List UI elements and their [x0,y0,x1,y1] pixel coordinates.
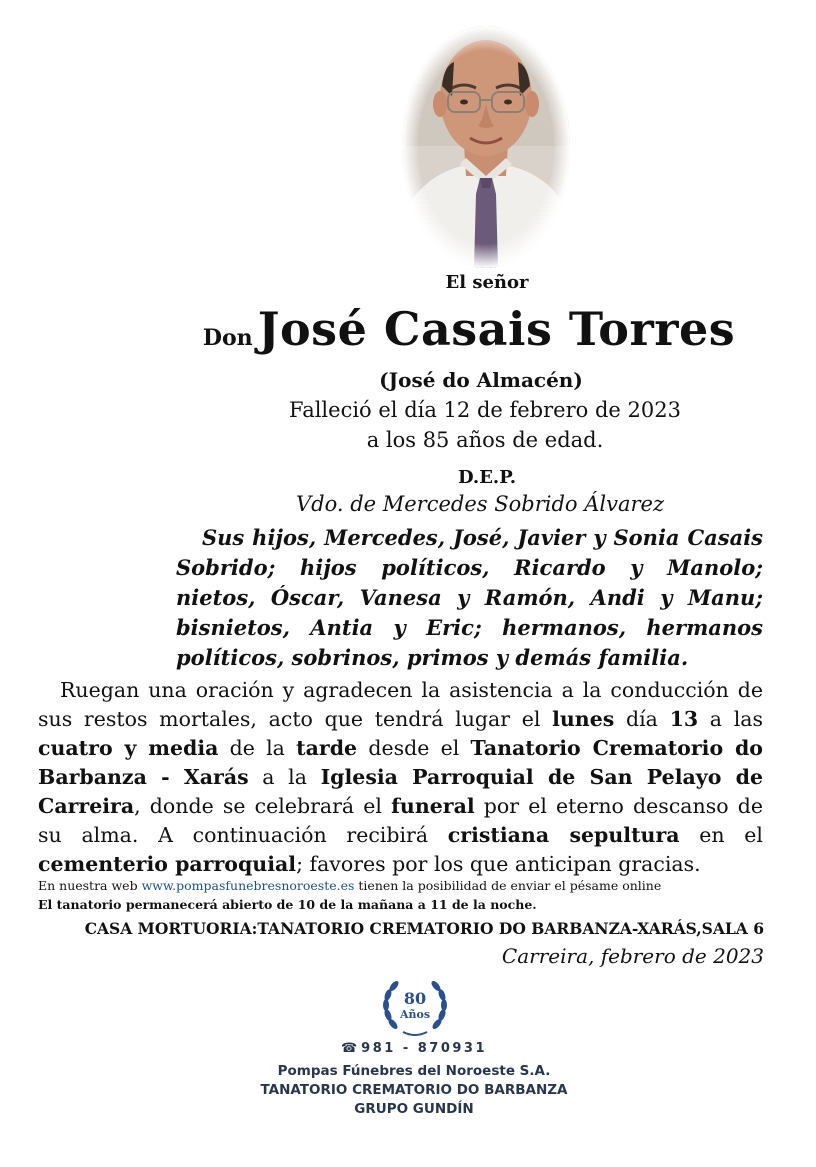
laurel-wreath-icon [373,974,457,1040]
portrait-photo [402,26,570,268]
anniversary-badge [373,974,457,1040]
announcement-date: 13 [669,707,699,731]
announcement-text: de la [218,736,297,760]
badge-word: Años [399,1008,431,1021]
web-note-text: En nuestra web [38,878,142,893]
company-name: Pompas Fúnebres del Noroeste S.A. [277,1063,551,1079]
announcement-burial: cristiana sepultura [447,823,680,847]
announcement-text: , donde se celebrará el [134,794,392,818]
group-name: GRUPO GUNDÍN [354,1101,474,1117]
announcement-cemetery: cementerio parroquial [38,852,297,876]
announcement-text: a las [698,707,764,731]
death-date: Falleció el día 12 de febrero de 2023 [289,398,681,422]
website-link[interactable]: www.pompasfunebresnoroeste.es [141,878,355,893]
place-and-date: Carreira, febrero de 2023 [501,944,764,968]
name-prefix: Don [202,325,253,351]
age-at-death: a los 85 años de edad. [366,428,604,452]
mortuary-location: CASA MORTUORIA:TANATORIO CREMATORIO DO BARBANZA-XARÁS,SALA 6 [84,919,764,938]
rest-in-peace: D.E.P. [457,467,517,488]
web-note-text: tienen la posibilidad de enviar el pésame online [354,878,662,893]
announcement-text: día [614,707,670,731]
crematorium-name: TANATORIO CREMATORIO DO BARBANZA [260,1082,568,1098]
salutation: El señor [445,272,529,293]
funeral-home-footer [0,1041,816,1120]
phone-number[interactable]: 981 - 870931 [361,1041,488,1056]
announcement-day: lunes [552,707,615,731]
announcement-text: en el [679,823,763,847]
announcement-period: tarde [296,736,358,760]
announcement-origin: Tanatorio Crematorio do Barbanza - Xarás [38,736,763,789]
deceased-name [0,302,816,356]
announcement-text: Ruegan una oración y agradecen la asistencia a la conducción de sus restos mortales, acto que tendrá lugar el [38,678,763,731]
opening-hours-note: El tanatorio permanecerá abierto de 10 de la mañana a 11 de la noche. [38,897,537,912]
announcement-text: desde el [357,736,471,760]
family-text: Sus hijos, Mercedes, José, Javier y Sonia Casais Sobrido; hijos políticos, Ricardo y Manolo; nietos, Óscar, Vanesa y Ramón, Andi y Manu; bisnietos, Antia y Eric; hermanos, hermanos políticos, sobrinos, primos y demás familia. [176,525,763,670]
name-full: José Casais Torres [257,302,736,356]
announcement-time: cuatro y media [38,736,219,760]
badge-number: 80 [403,989,427,1008]
nickname: (José do Almacén) [379,368,583,392]
announcement-funeral: funeral [391,794,475,818]
announcement-text: a la [248,765,321,789]
announcement-text: ; favores por los que anticipan gracias. [296,852,701,876]
funeral-announcement [38,676,763,879]
widower-line: Vdo. de Mercedes Sobrido Álvarez [295,492,665,516]
family-mourners [176,523,763,673]
web-condolence-note [38,878,661,893]
phone-icon: ☎ [340,1041,358,1056]
phone-line [0,1041,816,1060]
announcement-church: Iglesia Parroquial de San Pelayo de Carreira [38,765,763,818]
announcement-text: por el eterno descanso de su alma. A continuación recibirá [38,794,763,847]
